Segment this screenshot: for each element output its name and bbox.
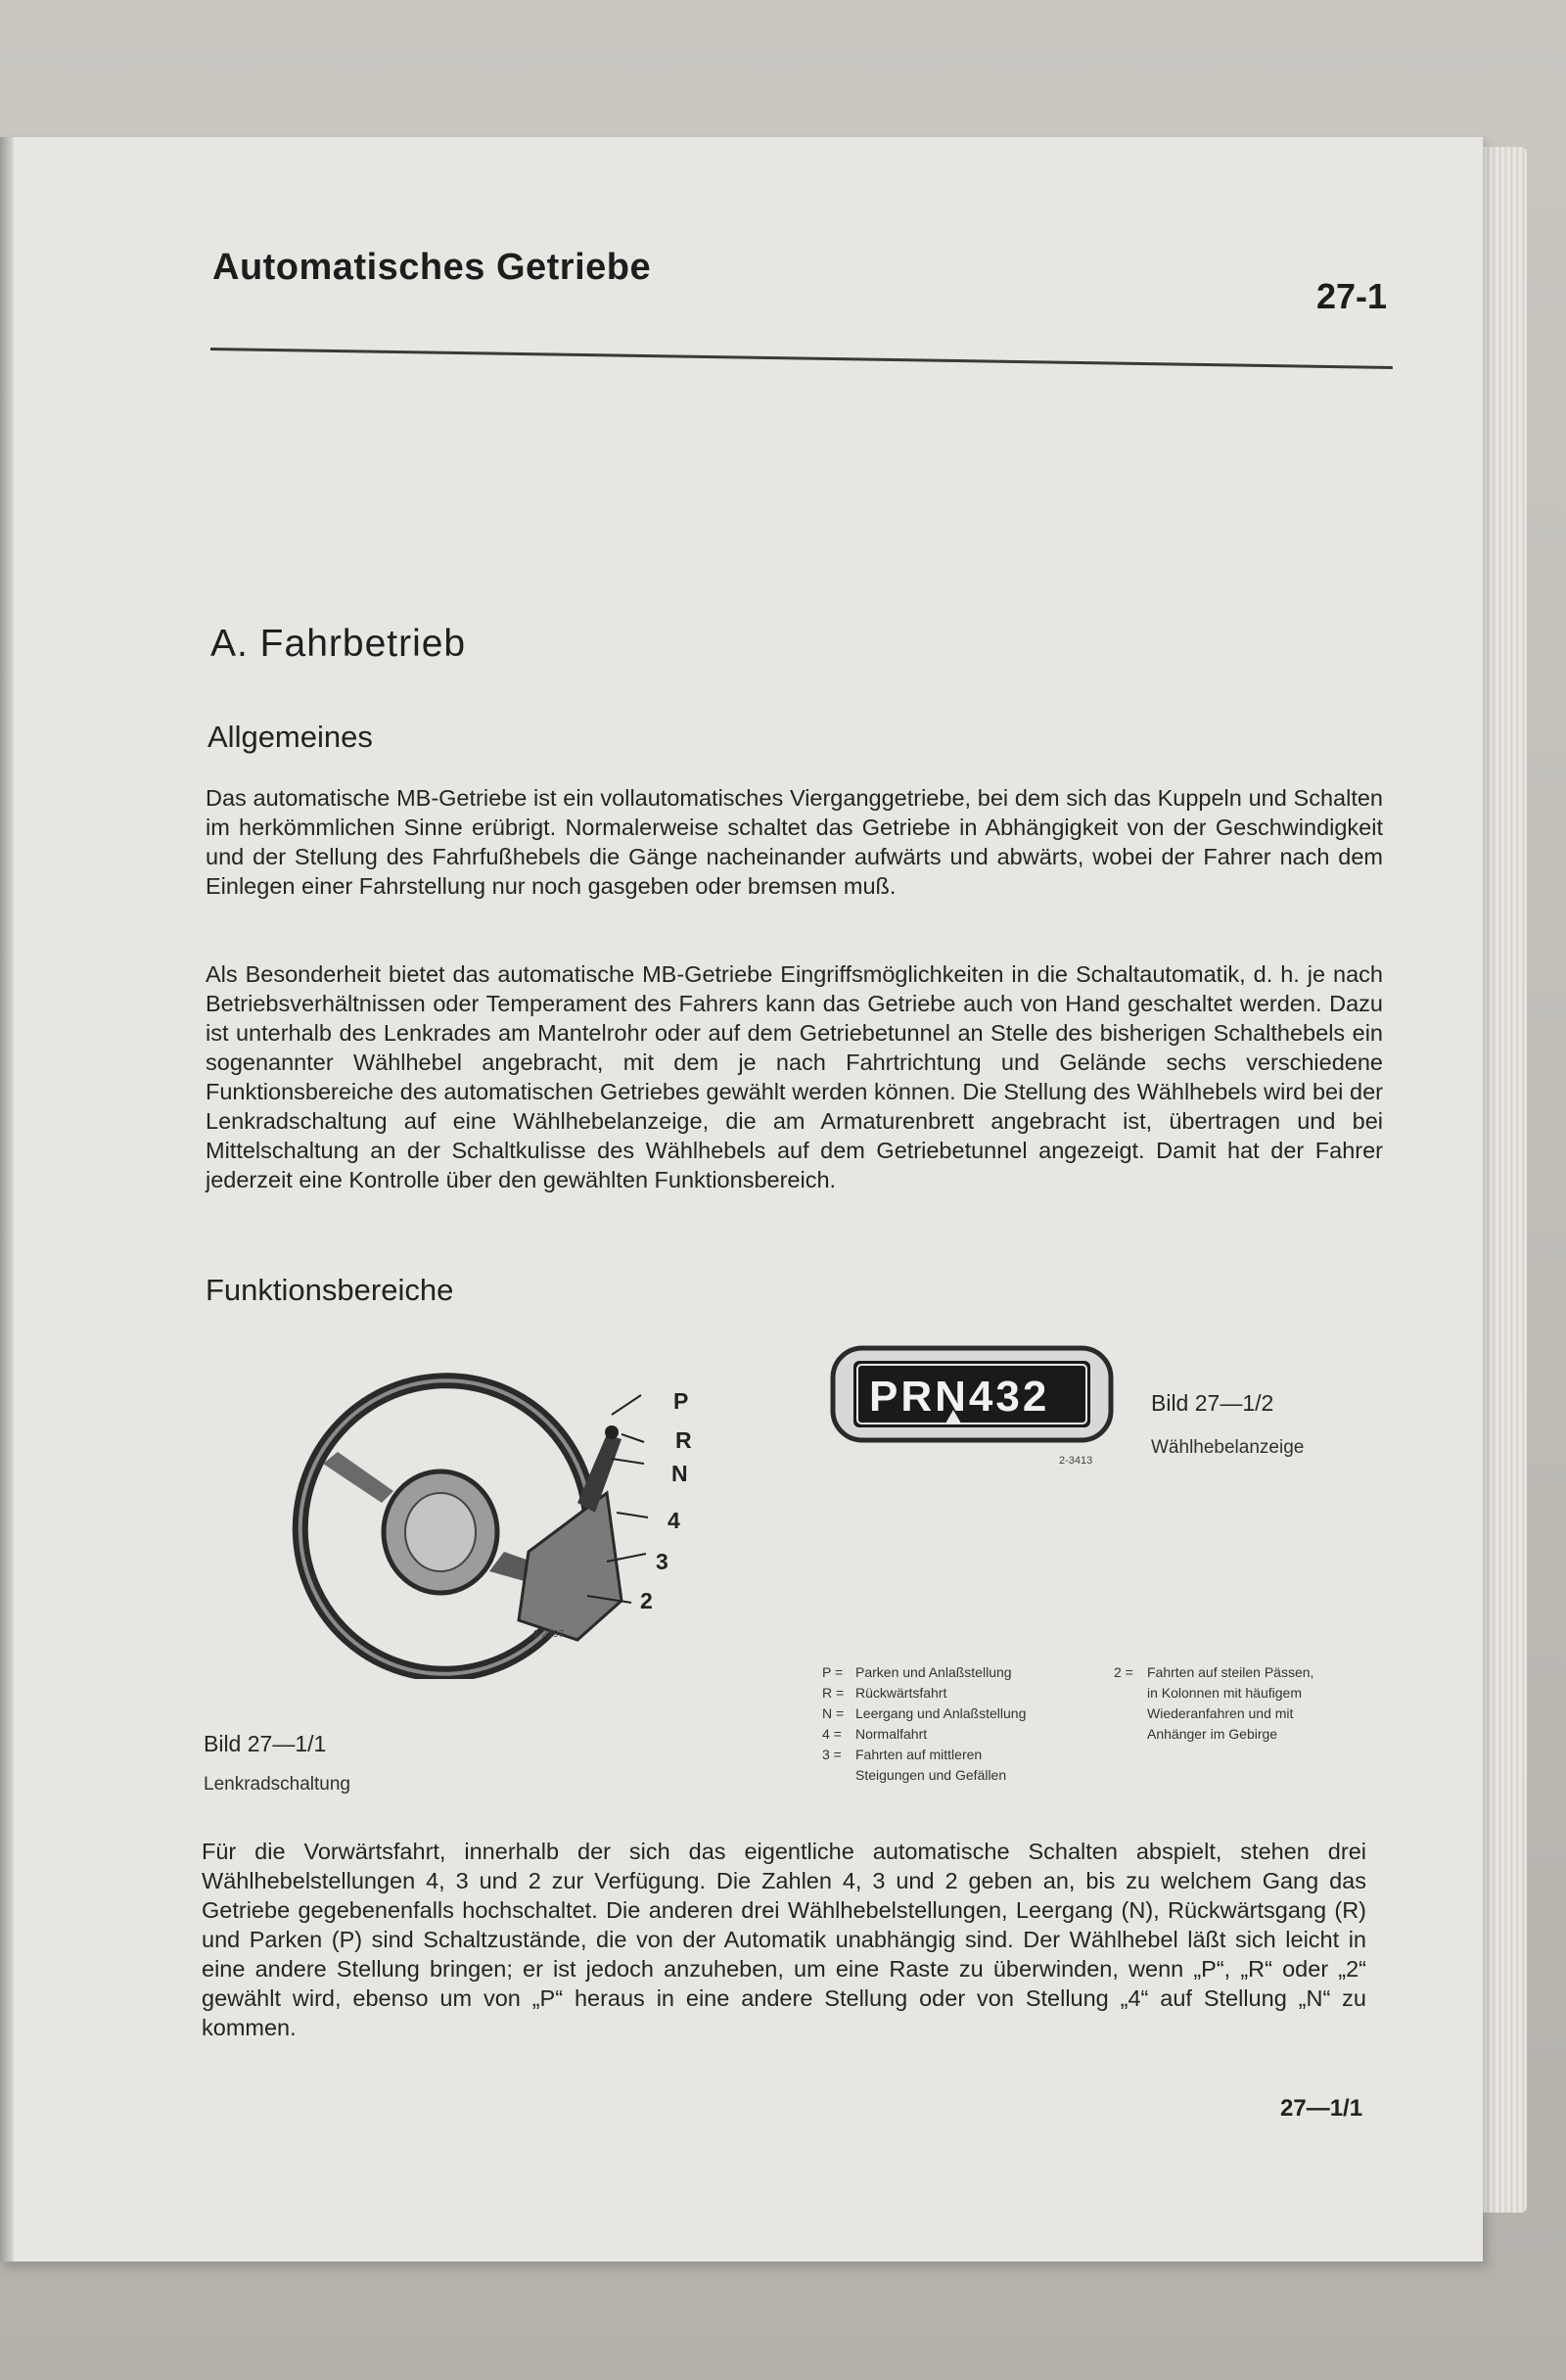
- legend-right: [1114, 1662, 1313, 1745]
- figure-1-code: 2-2597: [533, 1629, 565, 1640]
- figure-2-code: 2-3413: [1059, 1455, 1093, 1467]
- figure-1-caption: Bild 27—1/1: [204, 1731, 327, 1756]
- position-label-3: 3: [656, 1549, 668, 1574]
- subheading-funktionsbereiche: Funktionsbereiche: [206, 1273, 454, 1307]
- figure-2-caption: Bild 27—1/2: [1151, 1390, 1274, 1416]
- paragraph-2: Als Besonderheit bietet das automatische MB-Getriebe Eingriffsmöglichkeiten in die Schaltautomatik, d. h. je nach Betriebsverhältnissen oder Temperament des Fahrers kann das Getriebe auch von Hand geschaltet werden. Dazu ist unterhalb des Lenkrades am Mantelrohr oder auf dem Getriebetunnel an Stelle des bisherigen Schalthebels ein sogenannter Wählhebel angebracht, mit dem je nach Fahrtrichtung und Gelände sechs verschiedene Funktionsbereiche des automatischen Getriebes gewählt werden können. Die Stellung des Wählhebels wird bei der Lenkradschaltung auf eine Wählhebelanzeige, die am Armaturenbrett angebracht ist, übertragen und bei Mittelschaltung an der Schaltkulisse des Wählhebels auf dem Getriebetunnel angezeigt. Damit hat der Fahrer jederzeit eine Kontrolle über den gewählten Funktionsbereich.: [206, 961, 1383, 1192]
- paragraph-3: Für die Vorwärtsfahrt, innerhalb der sich das eigentliche automatische Schalten abspielt, stehen drei Wählhebelstellungen 4, 3 und 2 zur Verfügung. Die Zahlen 4, 3 und 2 geben an, bis zu welchem Gang das Getriebe gegebenenfalls hochschaltet. Die anderen drei Wählhebelstellungen, Leergang (N), Rückwärtsgang (R) und Parken (P) sind Schaltzustände, die von der Automatik unabhängig sind. Der Wählhebel läßt sich leicht in eine andere Stellung bringen; er ist jedoch anzuheben, um eine Raste zu überwinden, wenn „P“, „R“ oder „2“ gewählt wird, ebenso um von „P“ heraus in eine andere Stellung oder von Stellung „4“ auf Stellung „N“ zu kommen.: [202, 1839, 1366, 2040]
- page-gutter-shadow: [0, 137, 14, 2262]
- legend-row: Wiederanfahren und mit: [1147, 1705, 1294, 1721]
- position-label-p: P: [673, 1388, 689, 1414]
- paragraph-1: Das automatische MB-Getriebe ist ein vollautomatisches Vierganggetriebe, bei dem sich das Kuppeln und Schalten im herkömmlichen Sinne erübrigt. Normalerweise schaltet das Getriebe in Abhängigkeit von der Geschwindigkeit und der Stellung des Fahrfußhebels die Gänge nacheinander aufwärts und abwärts, wobei der Fahrer nach dem Einlegen einer Fahrstellung nur noch gasgeben oder bremsen muß.: [206, 785, 1383, 899]
- figure-1-subcaption: Lenkradschaltung: [204, 1774, 350, 1795]
- position-label-n: N: [671, 1461, 688, 1486]
- figure-2-subcaption: Wählhebelanzeige: [1151, 1437, 1305, 1458]
- selector-display-text: PRN432: [869, 1373, 1050, 1421]
- legend-row: in Kolonnen mit häufigem: [1147, 1685, 1302, 1701]
- legend-row: N = Leergang und Anlaßstellung: [822, 1705, 1027, 1721]
- legend-row: R = Rückwärtsfahrt: [822, 1685, 947, 1701]
- legend-row: 2 = Fahrten auf steilen Pässen,: [1114, 1664, 1314, 1680]
- footer-page-number: 27—1/1: [1280, 2095, 1363, 2122]
- legend-row: 3 = Fahrten auf mittleren: [822, 1747, 983, 1762]
- legend-row: Steigungen und Gefällen: [855, 1767, 1007, 1783]
- page-title: Automatisches Getriebe: [212, 247, 652, 288]
- section-number: 27-1: [1316, 276, 1388, 316]
- legend-left: [822, 1662, 1026, 1786]
- legend-row: 4 = Normalfahrt: [822, 1726, 928, 1742]
- legend-row: P = Parken und Anlaßstellung: [822, 1664, 1012, 1680]
- section-heading: A. Fahrbetrieb: [210, 623, 467, 665]
- position-label-2: 2: [640, 1588, 653, 1613]
- position-label-4: 4: [668, 1508, 680, 1533]
- steering-wheel-illustration: [284, 1346, 714, 1679]
- position-label-r: R: [675, 1427, 692, 1453]
- subheading-allgemeines: Allgemeines: [207, 720, 373, 754]
- legend-row: Anhänger im Gebirge: [1147, 1726, 1278, 1742]
- selector-display: [830, 1345, 1114, 1443]
